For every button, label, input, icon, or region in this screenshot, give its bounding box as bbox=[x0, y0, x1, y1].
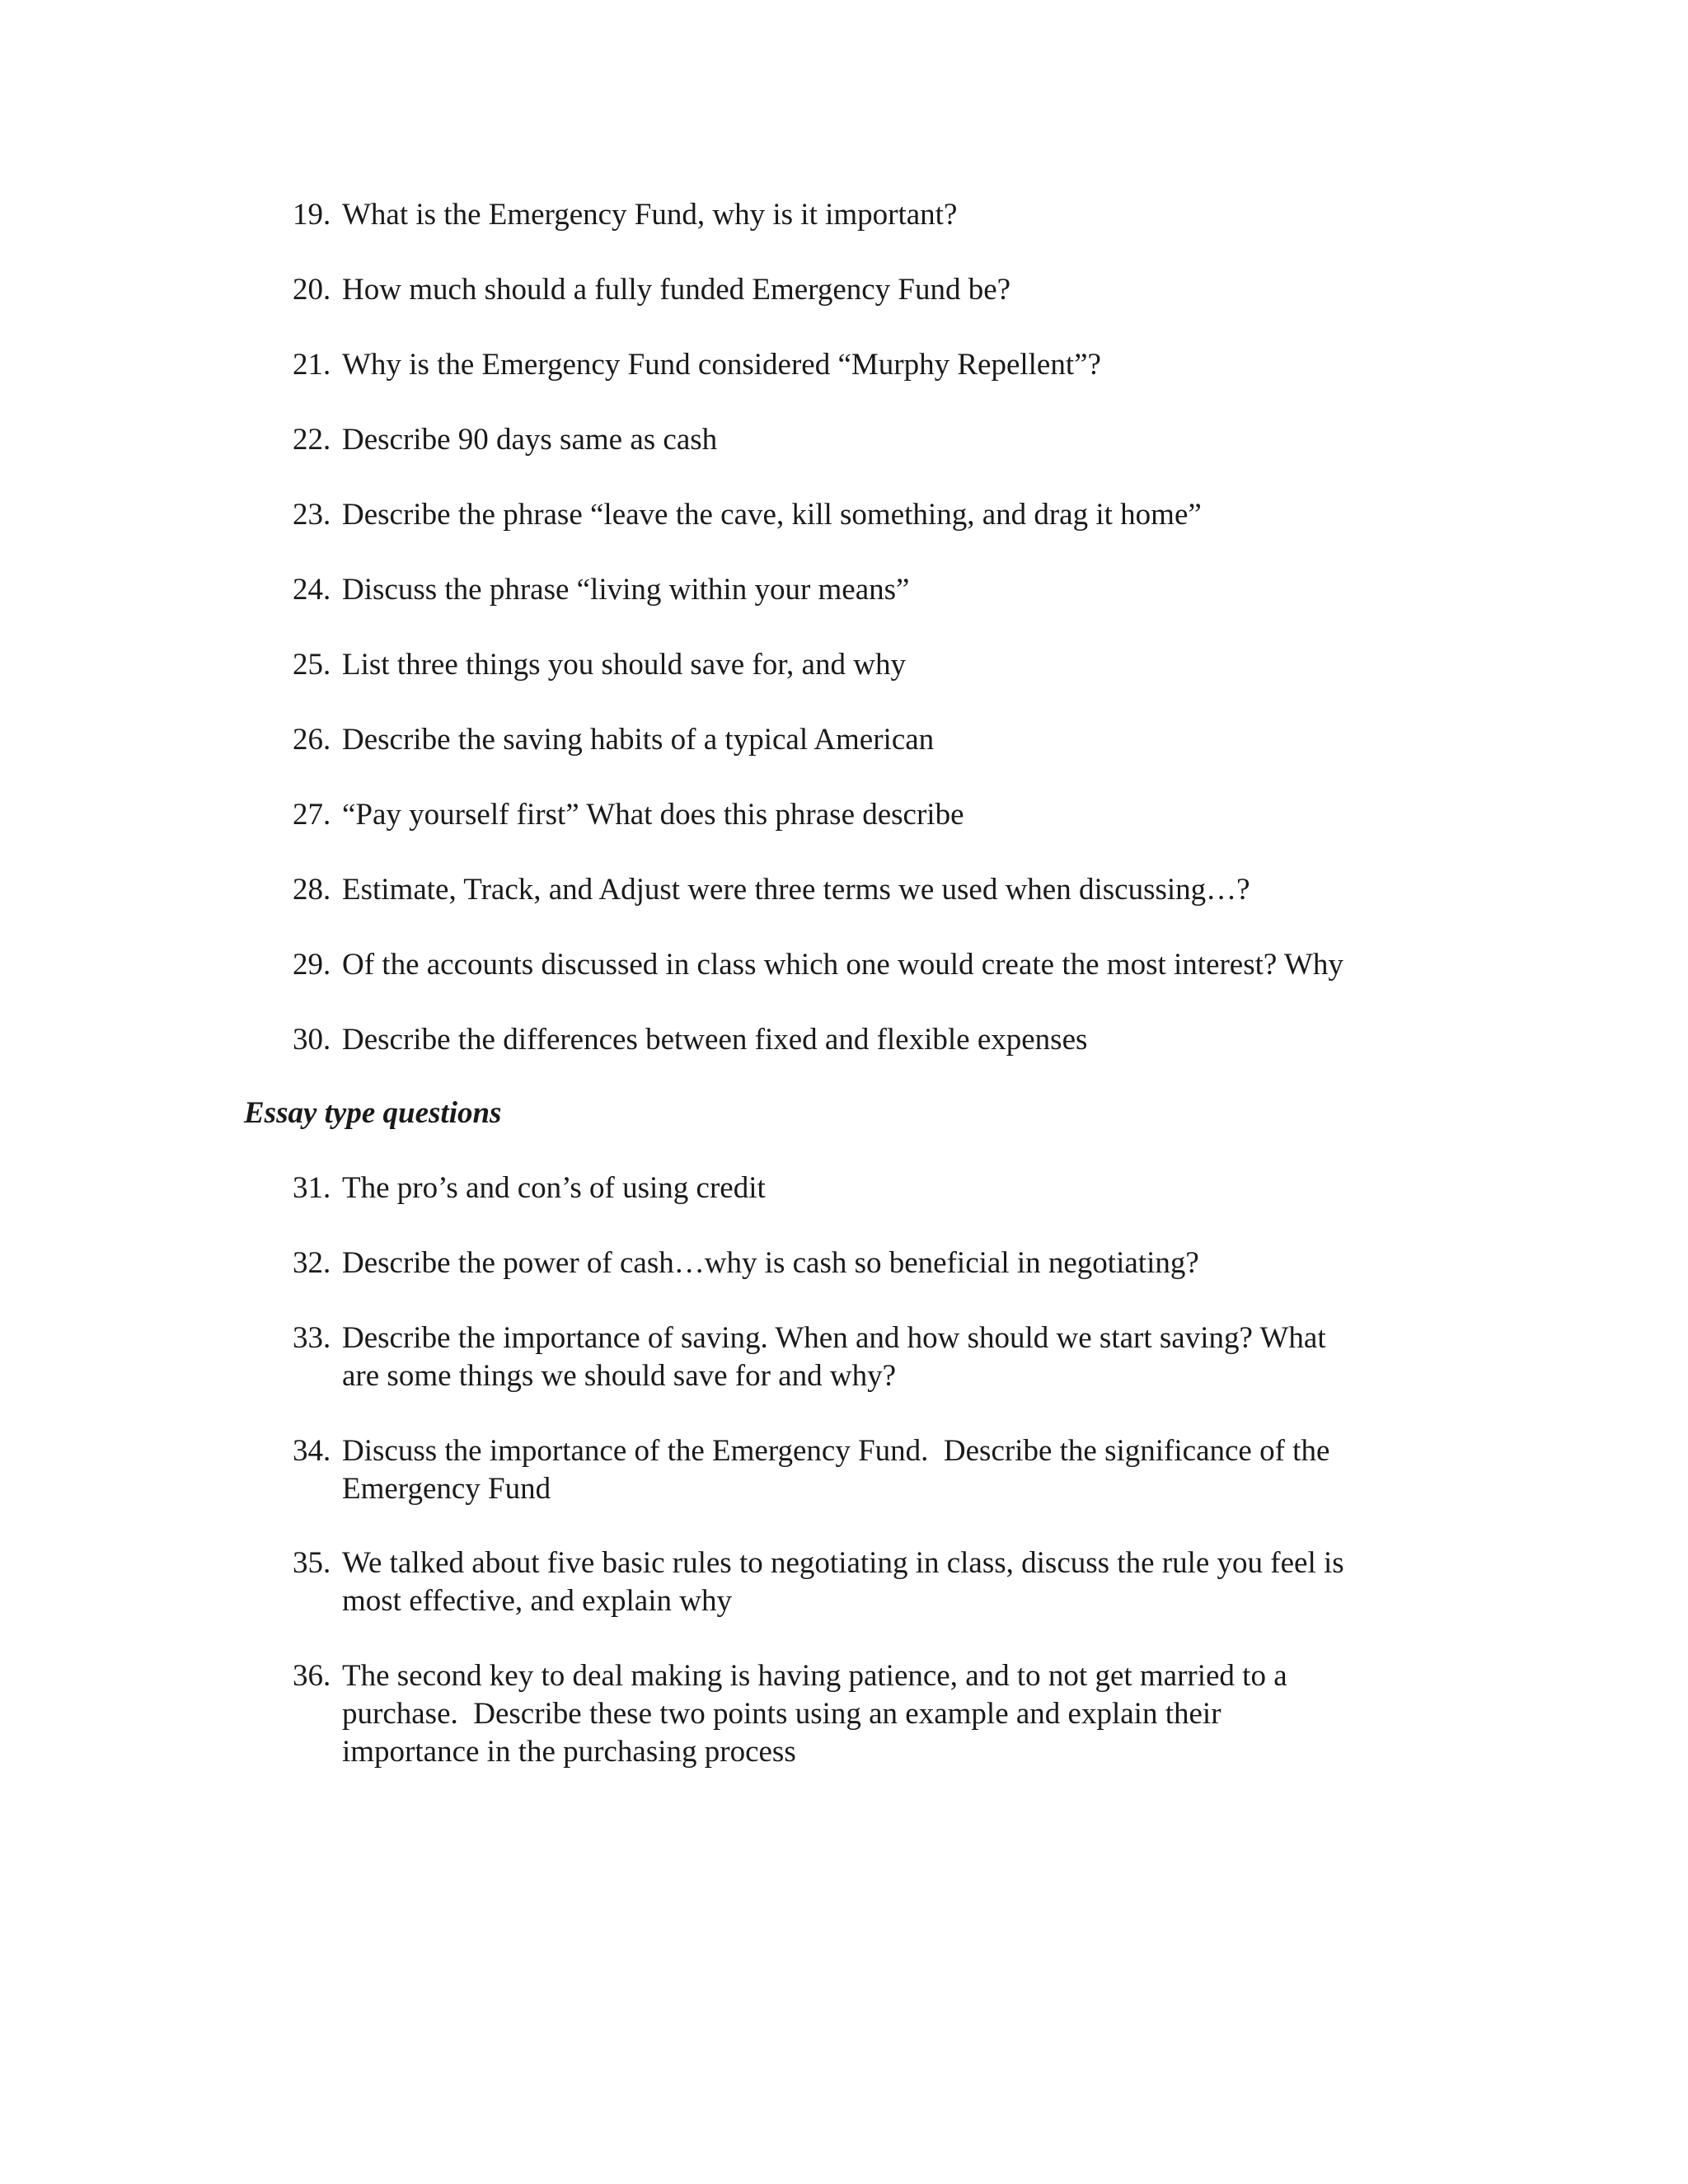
question-29 bbox=[293, 946, 1447, 984]
question-30 bbox=[293, 1021, 1447, 1059]
question-text: Discuss the phrase “living within your means” bbox=[342, 573, 910, 607]
question-36 bbox=[293, 1657, 1447, 1771]
question-text: The second key to deal making is having patience, and to not get married to a purchase. Describe these two points using an example and explain their importance in the purchasing process bbox=[342, 1659, 1287, 1769]
question-number: 27. bbox=[293, 798, 331, 832]
question-number: 24. bbox=[293, 573, 331, 607]
question-34 bbox=[293, 1432, 1447, 1508]
question-26 bbox=[293, 721, 1447, 759]
question-number: 23. bbox=[293, 498, 331, 532]
question-31 bbox=[293, 1169, 1447, 1207]
question-number: 30. bbox=[293, 1023, 331, 1057]
question-24 bbox=[293, 571, 1447, 609]
question-35 bbox=[293, 1544, 1447, 1620]
question-number: 35. bbox=[293, 1546, 331, 1580]
question-number: 19. bbox=[293, 198, 331, 232]
question-text: Describe the saving habits of a typical American bbox=[342, 723, 935, 757]
question-21 bbox=[293, 346, 1447, 384]
question-number: 32. bbox=[293, 1246, 331, 1280]
question-22 bbox=[293, 421, 1447, 459]
question-28 bbox=[293, 871, 1447, 909]
question-23 bbox=[293, 496, 1447, 534]
question-20 bbox=[293, 271, 1447, 309]
question-33 bbox=[293, 1319, 1447, 1395]
question-25 bbox=[293, 646, 1447, 684]
question-text: Estimate, Track, and Adjust were three terms we used when discussing…? bbox=[342, 873, 1250, 907]
question-text: Describe the phrase “leave the cave, kill something, and drag it home” bbox=[342, 498, 1202, 532]
question-text: The pro’s and con’s of using credit bbox=[342, 1171, 766, 1205]
question-27 bbox=[293, 796, 1447, 834]
question-number: 22. bbox=[293, 423, 331, 457]
question-text: Describe the differences between fixed and flexible expenses bbox=[342, 1023, 1088, 1057]
question-32 bbox=[293, 1244, 1447, 1282]
question-number: 31. bbox=[293, 1171, 331, 1205]
question-number: 26. bbox=[293, 723, 331, 757]
question-number: 28. bbox=[293, 873, 331, 907]
question-number: 25. bbox=[293, 648, 331, 682]
question-text: Describe the power of cash…why is cash so beneficial in negotiating? bbox=[342, 1246, 1199, 1280]
question-text: We talked about five basic rules to negotiating in class, discuss the rule you feel is most effective, and explain why bbox=[342, 1546, 1344, 1618]
question-text: Why is the Emergency Fund considered “Murphy Repellent”? bbox=[342, 348, 1101, 382]
question-text: Describe the importance of saving. When and how should we start saving? What are some things we should save for and why? bbox=[342, 1321, 1326, 1393]
question-number: 29. bbox=[293, 948, 331, 982]
question-number: 20. bbox=[293, 273, 331, 307]
question-text: Describe 90 days same as cash bbox=[342, 423, 718, 457]
question-number: 36. bbox=[293, 1659, 331, 1693]
question-text: How much should a fully funded Emergency Fund be? bbox=[342, 273, 1011, 307]
question-text: Of the accounts discussed in class which one would create the most interest? Why bbox=[342, 948, 1343, 982]
question-text: List three things you should save for, and why bbox=[342, 648, 906, 682]
essay-section-heading: Essay type questions bbox=[244, 1096, 502, 1130]
question-number: 21. bbox=[293, 348, 331, 382]
question-text: “Pay yourself first” What does this phrase describe bbox=[342, 798, 964, 832]
question-19 bbox=[293, 196, 1447, 234]
question-number: 33. bbox=[293, 1321, 331, 1355]
question-text: Discuss the importance of the Emergency Fund. Describe the significance of the Emergency Fund bbox=[342, 1434, 1330, 1506]
question-number: 34. bbox=[293, 1434, 331, 1468]
question-text: What is the Emergency Fund, why is it important? bbox=[342, 198, 958, 232]
